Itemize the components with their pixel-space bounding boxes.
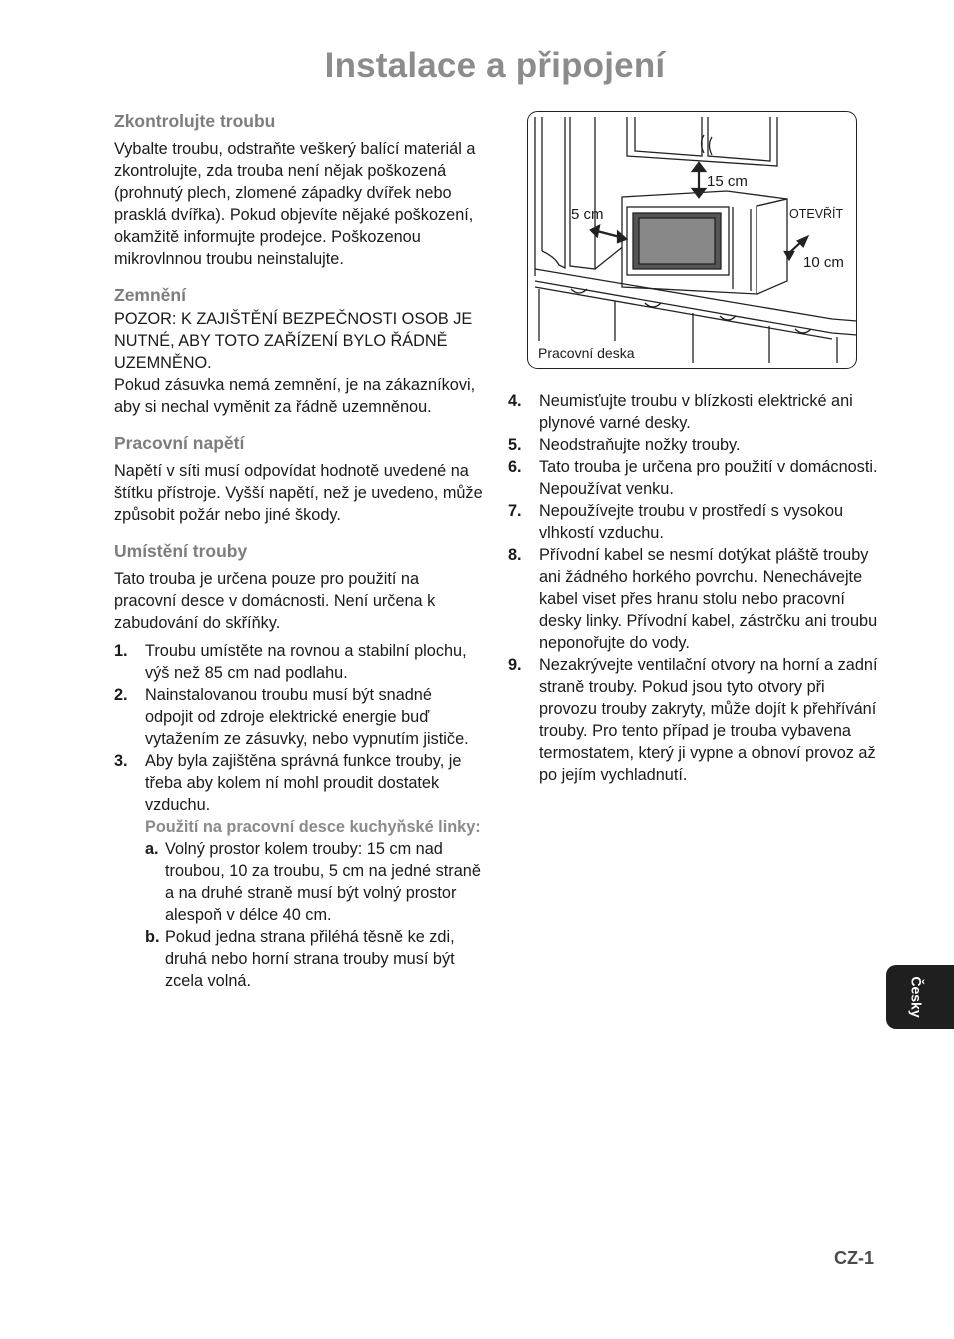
list-text: Neodstraňujte nožky trouby. [539, 436, 741, 454]
left-column [114, 108, 484, 992]
microwave [622, 191, 787, 294]
list-number: 8. [508, 546, 522, 564]
list-number: 4. [508, 392, 522, 410]
page-number: CZ-1 [834, 1248, 874, 1268]
list-number: 2. [114, 686, 128, 704]
placement-text: Tato trouba je určena pouze pro použití na pracovní desce v domácnosti. Není určena k zabudování do skříňky. [114, 570, 436, 632]
list-item [508, 434, 880, 456]
list-number: 6. [508, 458, 522, 476]
sub-list-text: Volný prostor kolem trouby: 15 cm nad troubou, 10 za troubu, 5 cm na jedné straně a na druhé straně musí být volný prostor alespoň v délce 40 cm. [165, 840, 481, 924]
list-item [114, 640, 484, 684]
sub-list-text: Pokud jedna strana přiléhá těsně ke zdi, druhá nebo horní strana trouby musí být zcela volná. [165, 928, 455, 990]
list-item [508, 544, 880, 654]
list-number: 7. [508, 502, 522, 520]
list-text: Nepoužívejte troubu v prostředí s vysokou vlhkostí vzduchu. [539, 502, 844, 542]
sub-list-letter: a. [145, 840, 159, 858]
section-heading-grounding: Zemnění [114, 285, 186, 305]
list-item [508, 500, 880, 544]
list-number: 5. [508, 436, 522, 454]
list-text: Neumisťujte troubu v blízkosti elektrické ani plynové varné desky. [539, 392, 853, 432]
label-back-clearance: 10 cm [803, 254, 844, 271]
list-text: Nezakrývejte ventilační otvory na horní a zadní straně trouby. Pokud jsou tyto otvory při provozu trouby zakryty, může dojít k přehřívání trouby. Pro tento případ je trouba vybavena termostatem, který ji vypne a obnoví provoz až po jejím vychladnutí. [539, 656, 878, 784]
list-item [114, 684, 484, 750]
installation-diagram [527, 111, 857, 369]
list-text: Aby byla zajištěna správná funkce trouby, je třeba aby kolem ní mohl proudit dostatek vzduchu. [145, 752, 462, 814]
language-tab-label: Česky [908, 976, 925, 1018]
section-heading-voltage: Pracovní napětí [114, 433, 245, 453]
right-column [508, 390, 880, 786]
check-text: Vybalte troubu, odstraňte veškerý balící materiál a zkontrolujte, zda trouba není nějak poškozená (prohnutý plech, zlomené západky dvířek nebo prasklá dvířka). Pokud objevíte nějaké poškození, okamžitě informujte prodejce. Poškozenou mikrovlnnou troubu neinstalujte. [114, 140, 476, 268]
list-text: Nainstalovanou troubu musí být snadné odpojit od zdroje elektrické energie buď vytažením ze zásuvky, nebo vypnutím jističe. [145, 686, 469, 748]
list-item [508, 390, 880, 434]
subheading-worktop: Použití na pracovní desce kuchyňské linky: [145, 818, 481, 836]
section-heading-placement: Umístění trouby [114, 541, 248, 561]
label-top-clearance: 15 cm [707, 173, 748, 190]
list-text: Přívodní kabel se nesmí dotýkat pláště trouby ani žádného horkého povrchu. Nenechávejte kabel viset přes hranu stolu nebo pracovní desky linky. Přívodní kabel, zástrčku ani troubu neponořujte do vody. [539, 546, 878, 652]
list-number: 9. [508, 656, 522, 674]
label-open: OTEVŘÍT [789, 207, 844, 221]
sub-list-letter: b. [145, 928, 160, 946]
sub-list-item [145, 926, 484, 992]
voltage-text: Napětí v síti musí odpovídat hodnotě uvedené na štítku přístroje. Vyšší napětí, než je uvedeno, může způsobit požár nebo jiné škody. [114, 462, 483, 524]
sub-list-item [145, 838, 484, 926]
section-heading-check: Zkontrolujte troubu [114, 111, 276, 131]
list-item [114, 750, 484, 992]
grounding-warning: POZOR: K ZAJIŠTĚNÍ BEZPEČNOSTI OSOB JE NUTNÉ, ABY TOTO ZAŘÍZENÍ BYLO ŘÁDNĚ UZEMNĚNO. [114, 310, 473, 372]
label-side-clearance: 5 cm [571, 206, 604, 223]
list-number: 1. [114, 642, 128, 660]
list-text: Troubu umístěte na rovnou a stabilní plochu, výš než 85 cm nad podlahu. [145, 642, 467, 682]
label-worktop: Pracovní deska [538, 345, 635, 361]
language-tab [886, 965, 954, 1029]
list-item [508, 654, 880, 786]
list-item [508, 456, 880, 500]
list-text: Tato trouba je určena pro použití v domácnosti. Nepoužívat venku. [539, 458, 878, 498]
list-number: 3. [114, 752, 128, 770]
page-title: Instalace a připojení [324, 46, 666, 85]
grounding-text: Pokud zásuvka nemá zemnění, je na zákazníkovi, aby si nechal vyměnit za řádně uzemněnou. [114, 376, 476, 416]
